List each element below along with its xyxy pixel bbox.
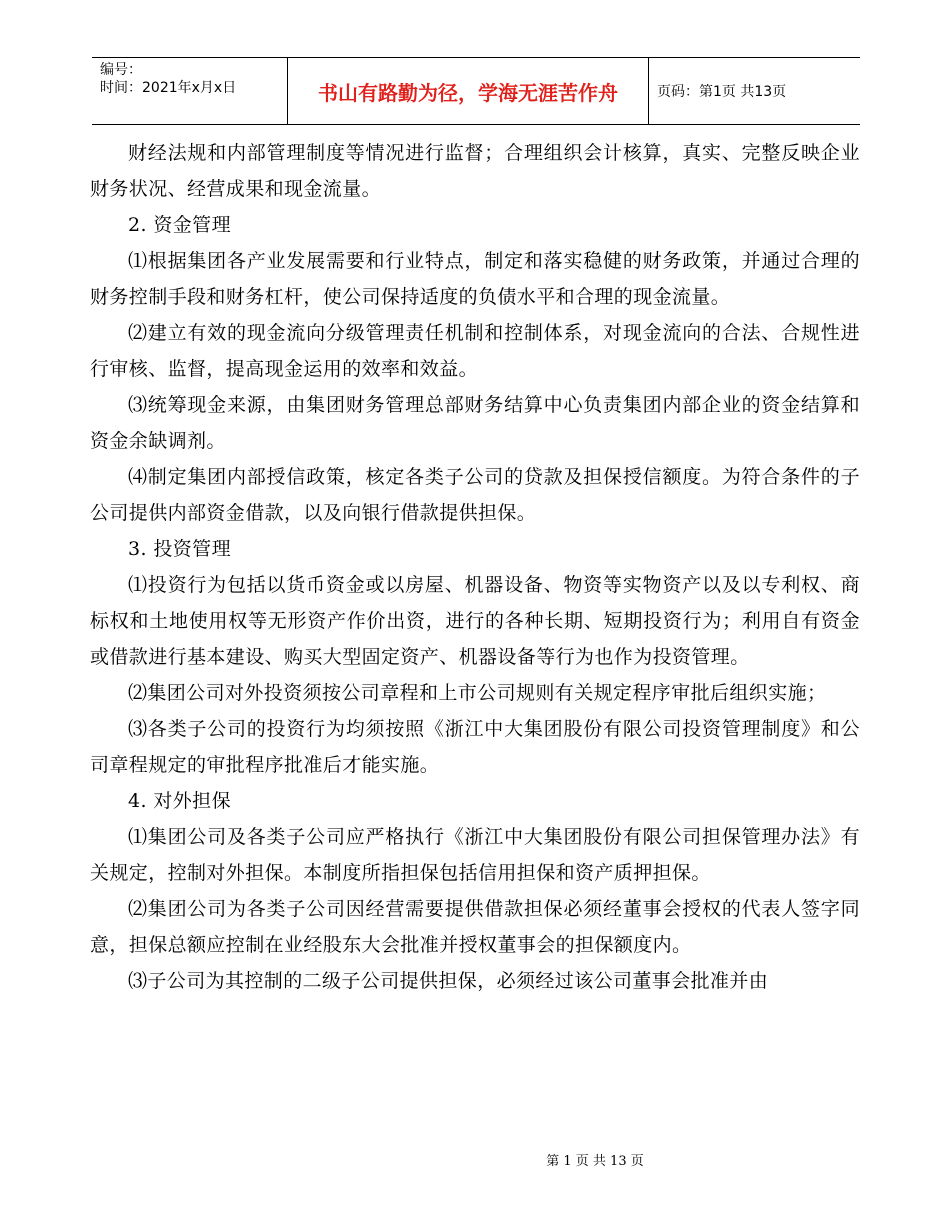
section-heading: 2. 资金管理 — [128, 214, 231, 236]
page-footer: 第 1 页 共 13 页 — [546, 1154, 644, 1169]
section-heading: 4. 对外担保 — [128, 790, 231, 812]
page-header — [92, 57, 860, 125]
section-heading: 3. 投资管理 — [128, 538, 231, 560]
paragraph: ⑵集团公司对外投资须按公司章程和上市公司规则有关规定程序审批后组织实施； — [128, 682, 827, 704]
paragraph: 财经法规和内部管理制度等情况进行监督；合理组织会计核算，真实、完整反映企业财务状况、经营成果和现金流量。 — [90, 142, 860, 200]
doc-time-label: 时间：2021年x月x日 — [100, 80, 237, 96]
doc-number-label: 编号： — [100, 62, 142, 78]
header-motto: 书山有路勤为径，学海无涯苦作舟 — [287, 58, 649, 124]
header-meta — [92, 58, 287, 124]
paragraph: ⑶统筹现金来源，由集团财务管理总部财务结算中心负责集团内部企业的资金结算和资金余缺调剂。 — [90, 394, 860, 452]
header-page-info: 页码：第1页 共13页 — [657, 84, 787, 100]
paragraph: ⑴投资行为包括以货币资金或以房屋、机器设备、物资等实物资产以及以专利权、商标权和土地使用权等无形资产作价出资，进行的各种长期、短期投资行为；利用自有资金或借款进行基本建设、购买大型固定资产、机器设备等行为也作为投资管理。 — [90, 574, 860, 668]
paragraph: ⑵建立有效的现金流向分级管理责任机制和控制体系，对现金流向的合法、合规性进行审核、监督，提高现金运用的效率和效益。 — [90, 322, 860, 380]
paragraph: ⑴根据集团各产业发展需要和行业特点，制定和落实稳健的财务政策，并通过合理的财务控制手段和财务杠杆，使公司保持适度的负债水平和合理的现金流量。 — [90, 250, 860, 308]
document-body — [90, 135, 860, 999]
paragraph: ⑶子公司为其控制的二级子公司提供担保，必须经过该公司董事会批准并由 — [128, 970, 769, 992]
paragraph: ⑷制定集团内部授信政策，核定各类子公司的贷款及担保授信额度。为符合条件的子公司提供内部资金借款，以及向银行借款提供担保。 — [90, 466, 860, 524]
paragraph: ⑵集团公司为各类子公司因经营需要提供借款担保必须经董事会授权的代表人签字同意，担保总额应控制在业经股东大会批准并授权董事会的担保额度内。 — [90, 898, 860, 956]
paragraph: ⑶各类子公司的投资行为均须按照《浙江中大集团股份有限公司投资管理制度》和公司章程规定的审批程序批准后才能实施。 — [90, 718, 860, 776]
paragraph: ⑴集团公司及各类子公司应严格执行《浙江中大集团股份有限公司担保管理办法》有关规定，控制对外担保。本制度所指担保包括信用担保和资产质押担保。 — [90, 826, 860, 884]
